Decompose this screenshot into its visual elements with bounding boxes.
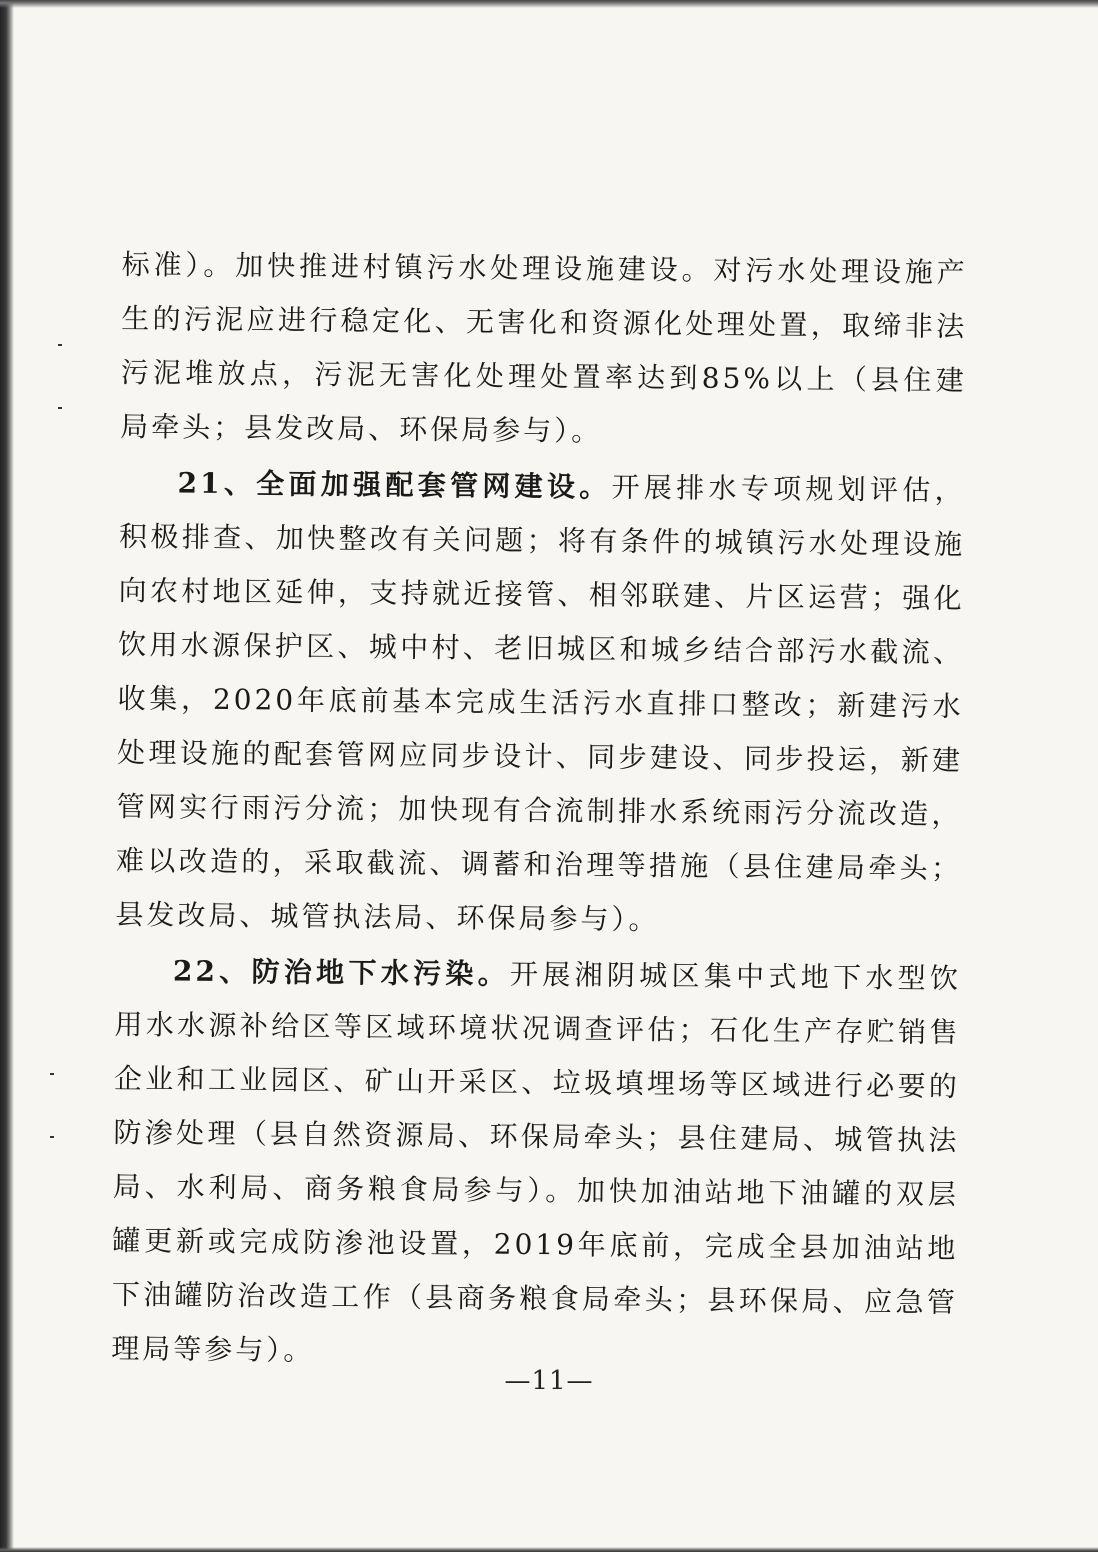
- document-body: [111, 238, 968, 1384]
- page-number: —11—: [504, 1366, 594, 1396]
- paragraph-item-22: [111, 944, 961, 1384]
- binding-hole-mark: [58, 407, 62, 409]
- paragraph-continuation: [120, 238, 968, 462]
- binding-hole-mark: [50, 1136, 54, 1138]
- paragraph-item-21: [115, 456, 966, 950]
- paragraph-text: 开展排水专项规划评估，积极排查、加快整改有关问题；将有条件的城镇污水处理设施向农村地区延伸，支持就近接管、相邻联建、片区运营；强化饮用水源保护区、城中村、老旧城区和城乡结合部污水截流、收集，2020年底前基本完成生活污水直排口整改；新建污水处理设施的配套管网应同步设计、同步建设、同步投运，新建管网实行雨污分流；加快现有合流制排水系统雨污分流改造，难以改造的，采取截流、调蓄和治理等措施（县住建局牵头；县发改局、城管执法局、环保局参与）。: [115, 470, 966, 937]
- scan-edge-top: [0, 0, 1098, 8]
- paragraph-heading: 22、防治地下水污染。: [172, 954, 511, 991]
- binding-hole-mark: [58, 344, 62, 346]
- scan-edge-bottom: [0, 1547, 1098, 1552]
- binding-hole-mark: [50, 1073, 54, 1075]
- paragraph-text: 标准）。加快推进村镇污水处理设施建设。对污水处理设施产生的污泥应进行稳定化、无害化和资源化处理处置，取缔非法污泥堆放点，污泥无害化处理处置率达到85%以上（县住建局牵头；县发改局、环保局参与）。: [120, 247, 968, 448]
- paragraph-heading: 21、全面加强配套管网建设。: [177, 466, 612, 504]
- scan-edge-left: [0, 0, 14, 1552]
- paragraph-text: 开展湘阴城区集中式地下水型饮用水水源补给区等区域环境状况调查评估；石化生产存贮销售企业和工业园区、矿山开采区、垃圾填埋场等区域进行必要的防渗处理（县自然资源局、环保局牵头；县住建局、城管执法局、水利局、商务粮食局参与）。加快加油站地下油罐的双层罐更新或完成防渗池设置，2019年底前，完成全县加油站地下油罐防治改造工作（县商务粮食局牵头；县环保局、应急管理局等参与）。: [111, 957, 962, 1367]
